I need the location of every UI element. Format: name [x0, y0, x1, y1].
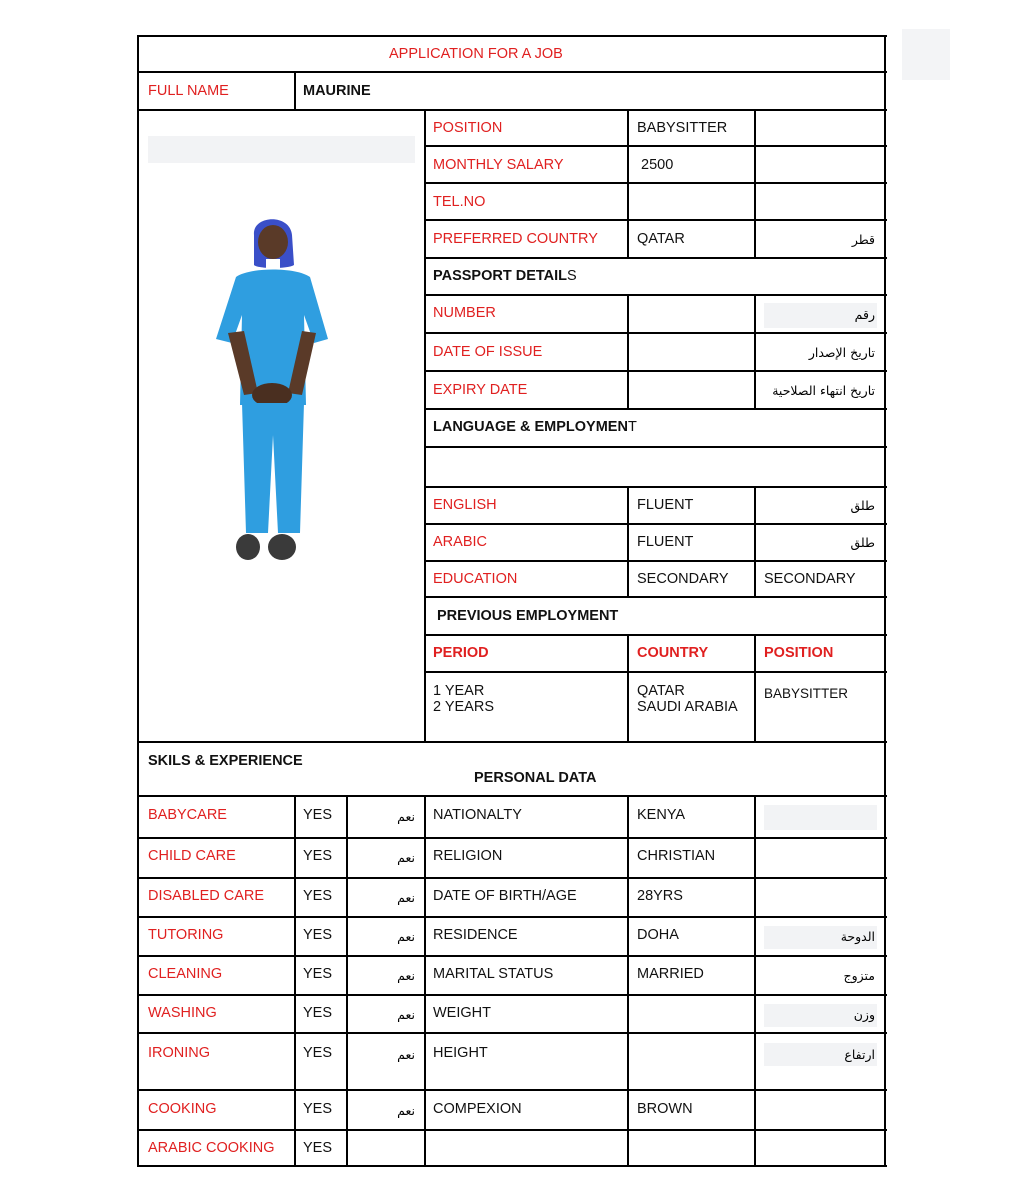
skill-yes-arabic: نعم	[397, 890, 415, 905]
salary-label: MONTHLY SALARY	[433, 157, 564, 173]
skill-yes: YES	[303, 807, 333, 823]
employment-countries: QATAR SAUDI ARABIA	[637, 683, 738, 715]
skill-yes: YES	[303, 888, 333, 904]
skill-yes: YES	[303, 1005, 333, 1021]
nationality-value: KENYA	[637, 807, 686, 823]
dob-label: DATE OF BIRTH/AGE	[433, 888, 577, 904]
nationality-arabic-shade	[764, 805, 877, 830]
personal-data-heading: PERSONAL DATA	[474, 770, 597, 786]
religion-value: CHRISTIAN	[637, 848, 716, 864]
arabic-value: FLUENT	[637, 534, 694, 550]
marital-arabic: متزوج	[843, 968, 875, 983]
arabic-label: ARABIC	[433, 534, 487, 550]
position-label: POSITION	[433, 120, 503, 136]
salary-value: 2500	[641, 157, 674, 173]
previous-employment-heading: PREVIOUS EMPLOYMENT	[437, 608, 619, 624]
full-name-label: FULL NAME	[148, 83, 229, 99]
employment-position: BABYSITTER	[764, 686, 849, 701]
height-label: HEIGHT	[433, 1045, 488, 1061]
expiry-date-label: EXPIRY DATE	[433, 382, 528, 398]
full-name-value: MAURINE	[303, 83, 371, 99]
education-label: EDUCATION	[433, 571, 518, 587]
skill-child-care: CHILD CARE	[148, 848, 236, 864]
skill-yes-arabic: نعم	[397, 1047, 415, 1062]
applicant-photo	[200, 205, 340, 575]
position-column-header: POSITION	[764, 645, 834, 661]
skill-yes: YES	[303, 966, 333, 982]
preferred-country-label: PREFERRED COUNTRY	[433, 231, 598, 247]
residence-value: DOHA	[637, 927, 679, 943]
corner-placeholder	[902, 29, 950, 80]
dob-value: 28YRS	[637, 888, 683, 904]
skill-yes: YES	[303, 1045, 333, 1061]
skill-yes-arabic: نعم	[397, 809, 415, 824]
complexion-label: COMPEXION	[433, 1101, 522, 1117]
employment-periods: 1 YEAR 2 YEARS	[433, 683, 494, 715]
skill-yes-arabic: نعم	[397, 1103, 415, 1118]
skill-babycare: BABYCARE	[148, 807, 227, 823]
residence-arabic: الدوحة	[840, 929, 875, 944]
language-heading: LANGUAGE & EMPLOYMENT	[433, 419, 637, 435]
period-column-header: PERIOD	[433, 645, 489, 661]
height-arabic: ارتفاع	[844, 1047, 875, 1062]
photo-caption-placeholder	[148, 136, 415, 163]
date-of-issue-arabic: تاريخ الإصدار	[808, 345, 875, 360]
skill-ironing: IRONING	[148, 1045, 211, 1061]
complexion-value: BROWN	[637, 1101, 693, 1117]
skill-yes: YES	[303, 1140, 333, 1156]
weight-arabic: وزن	[853, 1007, 875, 1022]
passport-number-label: NUMBER	[433, 305, 496, 321]
religion-label: RELIGION	[433, 848, 503, 864]
skill-yes-arabic: نعم	[397, 968, 415, 983]
skill-tutoring: TUTORING	[148, 927, 224, 943]
country-column-header: COUNTRY	[637, 645, 709, 661]
weight-label: WEIGHT	[433, 1005, 491, 1021]
marital-label: MARITAL STATUS	[433, 966, 554, 982]
preferred-country-value: QATAR	[637, 231, 685, 247]
marital-value: MARRIED	[637, 966, 704, 982]
skill-yes-arabic: نعم	[397, 929, 415, 944]
expiry-date-arabic: تاريخ انتهاء الصلاحية	[772, 383, 875, 398]
date-of-issue-label: DATE OF ISSUE	[433, 344, 543, 360]
skill-washing: WASHING	[148, 1005, 217, 1021]
skill-yes: YES	[303, 927, 333, 943]
skill-disabled-care: DISABLED CARE	[148, 888, 265, 904]
skill-yes-arabic: نعم	[397, 1007, 415, 1022]
arabic-arabic: طلق	[850, 535, 875, 550]
skill-yes: YES	[303, 848, 333, 864]
preferred-country-arabic: قطر	[851, 232, 875, 247]
skills-heading: SKILS & EXPERIENCE	[148, 753, 303, 769]
passport-heading: PASSPORT DETAILS	[433, 268, 577, 284]
skill-cooking: COOKING	[148, 1101, 217, 1117]
form-title: APPLICATION FOR A JOB	[389, 46, 563, 62]
passport-number-arabic: رقم	[854, 307, 875, 322]
position-value: BABYSITTER	[637, 120, 728, 136]
residence-label: RESIDENCE	[433, 927, 518, 943]
education-value: SECONDARY	[637, 571, 729, 587]
english-arabic: طلق	[850, 498, 875, 513]
skill-yes-arabic: نعم	[397, 850, 415, 865]
nationality-label: NATIONALTY	[433, 807, 522, 823]
skill-cleaning: CLEANING	[148, 966, 223, 982]
english-label: ENGLISH	[433, 497, 497, 513]
education-value-2: SECONDARY	[764, 571, 856, 587]
skill-arabic-cooking: ARABIC COOKING	[148, 1140, 275, 1156]
tel-label: TEL.NO	[433, 194, 486, 210]
english-value: FLUENT	[637, 497, 694, 513]
skill-yes: YES	[303, 1101, 333, 1117]
